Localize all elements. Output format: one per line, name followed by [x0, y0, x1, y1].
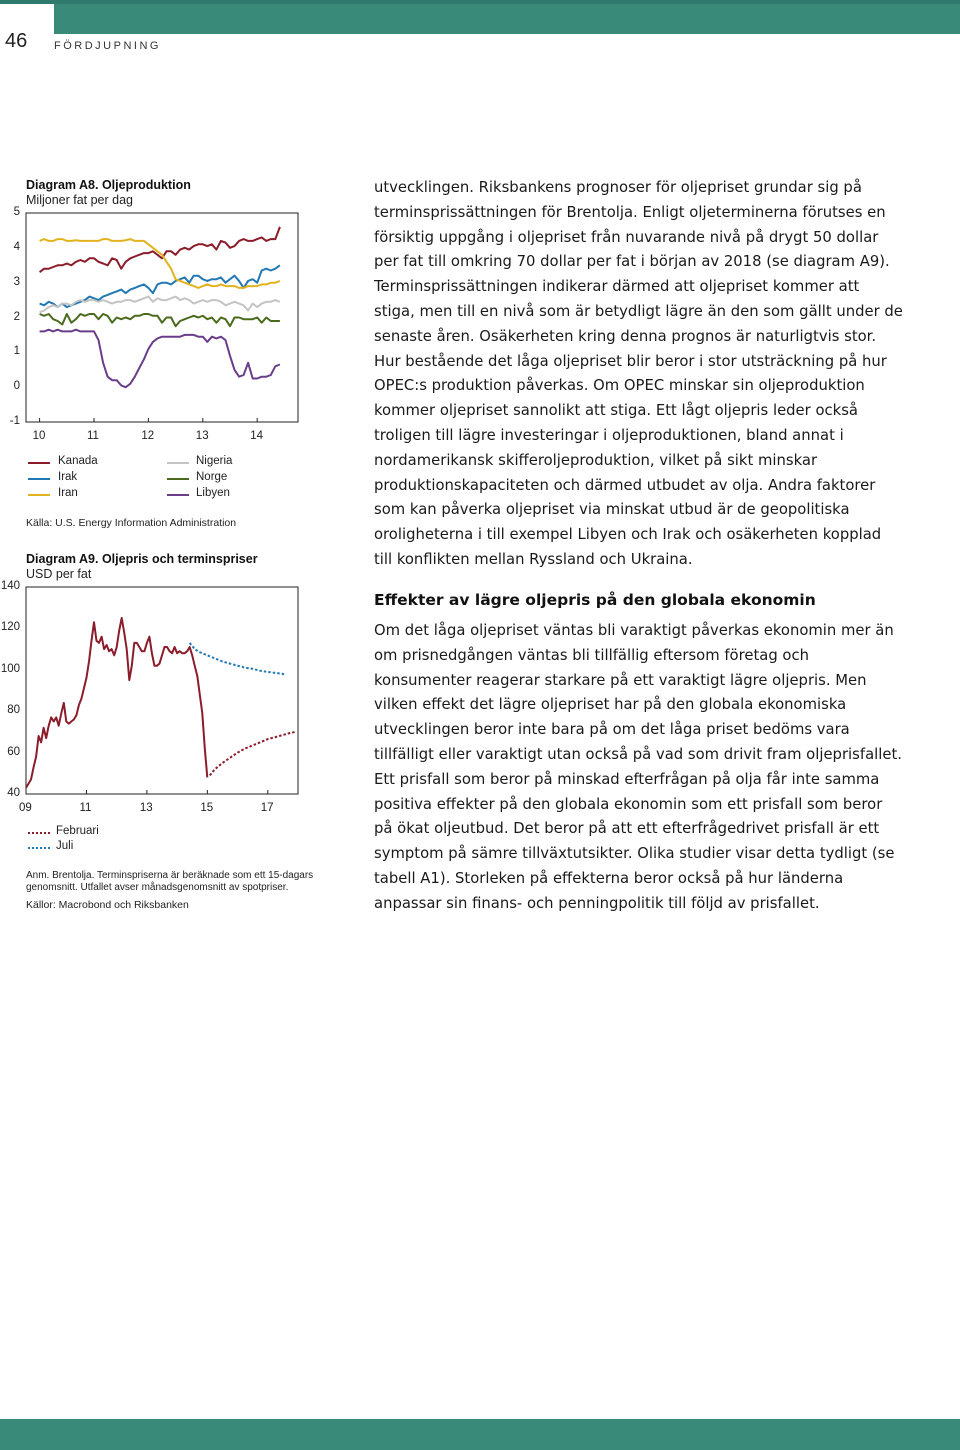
legend-libyen-label: Libyen	[196, 487, 230, 499]
section-heading: Effekter av lägre oljepris på den globala ekonomin	[374, 591, 816, 609]
legend-norge-label: Norge	[196, 471, 228, 483]
legend-iran-swatch	[28, 494, 50, 496]
chart-a8-x-tick: 14	[250, 430, 263, 442]
legend-nigeria-label: Nigeria	[196, 455, 233, 467]
chart-a9-source: Källor: Macrobond och Riksbanken	[26, 899, 189, 911]
chart-a8-y-tick: 3	[13, 275, 20, 288]
legend-libyen-swatch	[167, 494, 189, 496]
chart-a8-source: Källa: U.S. Energy Information Administration	[26, 517, 237, 529]
chart-a9-series-februari	[210, 732, 296, 776]
chart-a9-y-tick: 40	[7, 787, 20, 799]
chart-a9-note-line1: Anm. Brentolja. Terminspriserna är beräknade som ett 15-dagars	[26, 870, 314, 881]
chart-a9-y-tick: 100	[0, 662, 20, 675]
section-label: FÖRDJUPNING	[54, 40, 161, 52]
legend-juli-swatch	[28, 847, 50, 849]
chart-a8-y-tick: 4	[13, 240, 20, 253]
legend-februari-label: Februari	[56, 825, 99, 837]
chart-a9-series-juli	[190, 643, 286, 675]
chart-a8-title: Diagram A8. Oljeproduktion	[26, 178, 191, 192]
footer-band	[0, 1419, 960, 1450]
legend-nigeria-swatch	[167, 462, 189, 464]
chart-a8-series-iran	[40, 239, 280, 288]
legend-kanada-swatch	[28, 462, 50, 464]
legend-norge-swatch	[167, 478, 189, 480]
chart-a8-y-tick: -1	[9, 415, 20, 427]
chart-a9-frame	[26, 587, 298, 794]
chart-a8-y-tick: 1	[13, 345, 20, 358]
chart-a8-x-tick: 13	[195, 430, 209, 442]
chart-a9-x-tick: 11	[79, 802, 92, 814]
chart-a9-y-tick: 60	[7, 745, 20, 758]
chart-a9-y-tick: 140	[0, 580, 20, 592]
chart-a8-x-tick: 11	[87, 430, 99, 442]
legend-februari-swatch	[28, 832, 50, 834]
chart-a8-y-tick: 5	[13, 206, 20, 218]
legend-juli-label: Juli	[56, 840, 74, 852]
legend-kanada-label: Kanada	[58, 455, 98, 467]
chart-a9-subtitle: USD per fat	[26, 567, 92, 581]
chart-a8-y-tick: 0	[13, 380, 20, 393]
chart-a9-x-tick: 13	[139, 802, 153, 814]
chart-a8-subtitle: Miljoner fat per dag	[26, 193, 134, 207]
legend-iran-label: Iran	[58, 487, 78, 499]
legend-irak-swatch	[28, 478, 50, 480]
chart-a8-series-kanada	[40, 227, 280, 272]
chart-a9-x-tick: 17	[260, 802, 274, 814]
chart-a9-y-tick: 120	[0, 621, 20, 634]
chart-a9-x-tick: 15	[200, 802, 214, 814]
chart-a9-x-tick: 09	[19, 802, 32, 814]
body-paragraph-2: Om det låga oljepriset väntas bli varaktigt påverkas ekonomin mer än om prisnedgången väntas bli tillfällig eftersom företag och konsumenter reagerar starkare på ett varaktigt lägre oljepris. Men vilken effekt det lägre oljepriset har på den globala ekonomiska utvecklingen beror inte bara på om det låga priset bedöms vara tillfälligt eller varaktigt utan också på vad som drivit fram oljeprisfallet. Ett prisfall som beror på minskad efterfrågan på olja får inte samma positiva effekter på den globala ekonomin som ett prisfall som beror på ökat oljeutbud. Det beror på att ett efterfrågedrivet prisfall är ett symptom på sämre tillväxtutsikter. Olika studier visar detta tydligt (se tabell A1). Storleken på effekterna beror också på hur länderna anpassar sin finans- och penningpolitik till följd av prisfallet.	[374, 622, 902, 912]
chart-a8-series-norge	[40, 314, 280, 326]
body-paragraph-1: utvecklingen. Riksbankens prognoser för oljepriset grundar sig på terminsprissättningen för Brentolja. Enligt oljeterminerna förutses en försiktig uppgång i oljepriset från nuvarande nivå på drygt 50 dollar per fat till omkring 70 dollar per fat i början av 2018 (se diagram A9). Terminsprissättningen indikerar därmed att oljepriset kommer att stiga, men till en nivå som är betydligt lägre än den som gällt under de senaste åren. Osäkerheten kring denna prognos är naturligtvis stor. Hur bestående det låga oljepriset blir beror i stor utsträckning på hur OPEC:s produktion påverkas. Om OPEC minskar sin oljeproduktion kommer oljepriset sannolikt att stiga. Ett lågt oljepris leder också troligen till lägre investeringar i oljeproduktionen, bland annat i nordamerikansk skifferoljeproduktion, vilket på sikt minskar produktionskapaciteten och därmed utbudet av olja. Andra faktorer som kan påverka oljepriset via minskat utbud är de geopolitiska oroligheterna i till exempel Libyen och Irak och osäkerheten kopplad till konflikten mellan Ryssland och Ukraina.	[374, 179, 903, 568]
chart-a8-x-tick: 12	[141, 430, 155, 442]
page-number: 46	[5, 30, 28, 52]
chart-a9-y-tick: 80	[7, 704, 20, 717]
legend-irak-label: Irak	[58, 471, 78, 483]
chart-a8-series-libyen	[40, 330, 280, 388]
chart-a8-x-tick: 10	[32, 430, 46, 442]
chart-a9-title: Diagram A9. Oljepris och terminspriser	[26, 552, 258, 566]
chart-a9-series-utfall-brentolja	[26, 618, 207, 788]
chart-a9-note-line2: genomsnitt. Utfallet avser månadsgenomsnitt av spotpriser.	[26, 882, 289, 893]
chart-a8-y-tick: 2	[13, 310, 20, 323]
